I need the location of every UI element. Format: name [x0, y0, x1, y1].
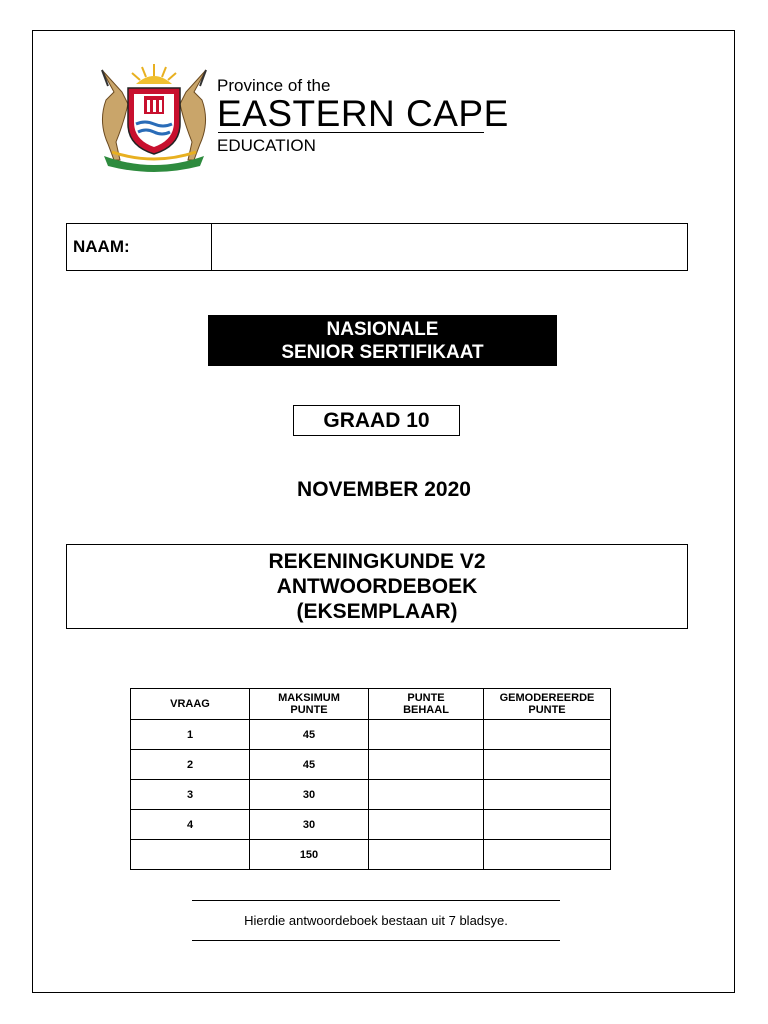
achieved-cell[interactable] [369, 750, 484, 780]
moderated-cell[interactable] [484, 750, 611, 780]
max-marks-cell: 45 [250, 750, 369, 780]
header-cell: MAKSIMUM PUNTE [250, 689, 369, 720]
subject-box [66, 544, 688, 629]
footer-rule-top [192, 900, 560, 901]
table-header-row [131, 689, 611, 720]
certificate-banner [208, 315, 557, 366]
logo-wordmark [217, 76, 509, 156]
certificate-line1: NASIONALE [326, 318, 439, 340]
question-cell: 4 [131, 810, 250, 840]
table-row [131, 750, 611, 780]
name-field[interactable] [212, 224, 687, 270]
table-row [131, 780, 611, 810]
header-cell: PUNTE BEHAAL [369, 689, 484, 720]
achieved-cell[interactable] [369, 810, 484, 840]
header-cell: GEMODEREERDE PUNTE [484, 689, 611, 720]
subject-line2: ANTWOORDEBOEK [276, 575, 478, 598]
achieved-cell[interactable] [369, 780, 484, 810]
question-cell: 3 [131, 780, 250, 810]
moderated-cell[interactable] [484, 840, 611, 870]
name-label: NAAM: [67, 224, 212, 270]
header-cell: VRAAG [131, 689, 250, 720]
subject-line1: REKENINGKUNDE V2 [268, 550, 486, 573]
certificate-line2: SENIOR SERTIFIKAAT [281, 341, 484, 363]
achieved-cell[interactable] [369, 720, 484, 750]
grade-box: GRAAD 10 [293, 405, 460, 436]
moderated-cell[interactable] [484, 780, 611, 810]
department-name: EDUCATION [217, 136, 316, 155]
name-box [66, 223, 688, 271]
moderated-cell[interactable] [484, 810, 611, 840]
province-name: EASTERN CAPE [217, 93, 509, 134]
subject-line3: (EKSEMPLAAR) [296, 600, 458, 623]
question-cell: 2 [131, 750, 250, 780]
total-row [131, 840, 611, 870]
max-marks-cell: 30 [250, 810, 369, 840]
question-cell: 1 [131, 720, 250, 750]
max-marks-cell: 45 [250, 720, 369, 750]
marks-table [130, 688, 611, 870]
coat-of-arms-icon [84, 62, 224, 172]
province-line: Province of the [217, 76, 331, 95]
table-row [131, 720, 611, 750]
exam-date: NOVEMBER 2020 [297, 478, 471, 501]
max-marks-cell: 30 [250, 780, 369, 810]
footer-rule-bottom [192, 940, 560, 941]
question-cell [131, 840, 250, 870]
achieved-cell[interactable] [369, 840, 484, 870]
total-marks-cell: 150 [250, 840, 369, 870]
table-row [131, 810, 611, 840]
moderated-cell[interactable] [484, 720, 611, 750]
page-count-note: Hierdie antwoordeboek bestaan uit 7 bladsye. [244, 913, 508, 928]
